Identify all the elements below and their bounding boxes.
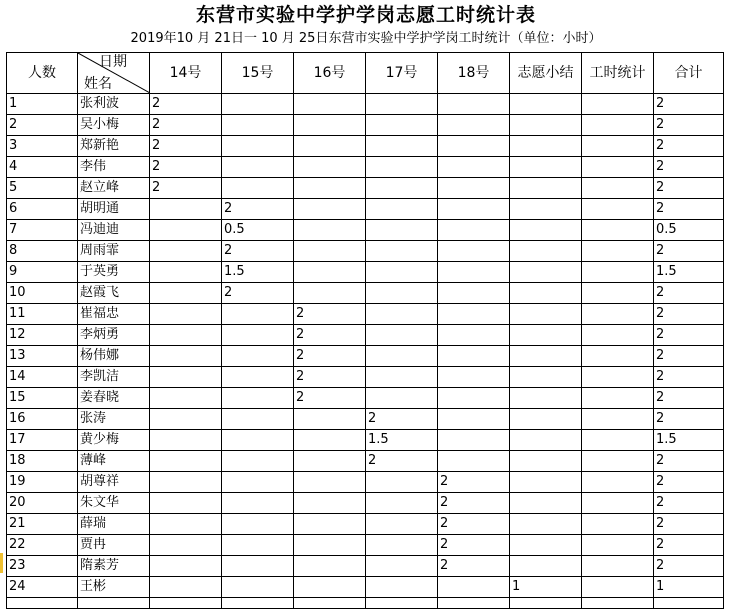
cell-name[interactable]: 赵霞飞 <box>78 283 150 304</box>
cell-d14[interactable] <box>150 388 222 409</box>
header-day-15[interactable]: 15号 <box>222 53 294 94</box>
cell-d17[interactable] <box>366 346 438 367</box>
cell-name[interactable]: 贾冉 <box>78 535 150 556</box>
cell-d18[interactable] <box>438 304 510 325</box>
cell-n[interactable]: 6 <box>7 199 78 220</box>
cell-d15[interactable] <box>222 535 294 556</box>
cell-total[interactable]: 2 <box>654 283 724 304</box>
cell-n[interactable]: 11 <box>7 304 78 325</box>
cell-name[interactable]: 崔福忠 <box>78 304 150 325</box>
cell-name[interactable]: 隋素芳 <box>78 556 150 577</box>
cell-hours[interactable] <box>582 283 654 304</box>
cell-d14[interactable] <box>150 451 222 472</box>
cell-summary[interactable] <box>510 241 582 262</box>
cell-summary[interactable] <box>510 409 582 430</box>
table-row <box>7 115 724 136</box>
cell-d15[interactable] <box>222 346 294 367</box>
cell-d15[interactable] <box>222 178 294 199</box>
cell-d17[interactable] <box>366 556 438 577</box>
cell-d15[interactable]: 1.5 <box>222 262 294 283</box>
cell-name[interactable]: 胡尊祥 <box>78 472 150 493</box>
table-row <box>7 472 724 493</box>
cell-n[interactable]: 14 <box>7 367 78 388</box>
cell-d18[interactable] <box>438 136 510 157</box>
cell-hours[interactable] <box>582 535 654 556</box>
cell-summary[interactable] <box>510 115 582 136</box>
table-row <box>7 535 724 556</box>
table-row <box>7 346 724 367</box>
header-name-label: 姓名 <box>84 76 112 92</box>
table-row <box>7 136 724 157</box>
cell-empty[interactable] <box>294 598 366 609</box>
cell-summary[interactable] <box>510 472 582 493</box>
cell-name[interactable]: 郑新艳 <box>78 136 150 157</box>
cell-total[interactable]: 2 <box>654 367 724 388</box>
table-row <box>7 514 724 535</box>
table-row <box>7 577 724 598</box>
cell-n[interactable]: 19 <box>7 472 78 493</box>
cell-hours[interactable] <box>582 556 654 577</box>
cell-total[interactable]: 1 <box>654 577 724 598</box>
header-day-17[interactable]: 17号 <box>366 53 438 94</box>
cell-name[interactable]: 周雨霏 <box>78 241 150 262</box>
cell-n[interactable]: 10 <box>7 283 78 304</box>
cell-name[interactable]: 胡明通 <box>78 199 150 220</box>
cell-summary[interactable] <box>510 493 582 514</box>
cell-empty[interactable] <box>7 598 78 609</box>
cell-total[interactable]: 1.5 <box>654 262 724 283</box>
cell-d16[interactable]: 2 <box>294 346 366 367</box>
cell-d15[interactable] <box>222 388 294 409</box>
table-row-empty <box>7 598 724 609</box>
cell-n[interactable]: 12 <box>7 325 78 346</box>
cell-d18[interactable]: 2 <box>438 514 510 535</box>
cell-d18[interactable] <box>438 577 510 598</box>
table-row <box>7 304 724 325</box>
cell-n[interactable]: 7 <box>7 220 78 241</box>
cell-d15[interactable] <box>222 409 294 430</box>
cell-total[interactable]: 2 <box>654 199 724 220</box>
cell-empty[interactable] <box>150 598 222 609</box>
header-row <box>7 53 724 94</box>
cell-summary[interactable]: 1 <box>510 577 582 598</box>
cell-hours[interactable] <box>582 136 654 157</box>
cell-d15[interactable] <box>222 514 294 535</box>
cell-d14[interactable] <box>150 241 222 262</box>
cell-d15[interactable]: 2 <box>222 241 294 262</box>
cell-d17[interactable] <box>366 388 438 409</box>
header-day-14[interactable]: 14号 <box>150 53 222 94</box>
cell-total[interactable]: 2 <box>654 304 724 325</box>
cell-name[interactable]: 薄峰 <box>78 451 150 472</box>
cell-summary[interactable] <box>510 136 582 157</box>
cell-d17[interactable] <box>366 283 438 304</box>
cell-d16[interactable] <box>294 220 366 241</box>
cell-name[interactable]: 李伟 <box>78 157 150 178</box>
cell-d18[interactable] <box>438 262 510 283</box>
cell-summary[interactable] <box>510 199 582 220</box>
cell-total[interactable]: 1.5 <box>654 430 724 451</box>
cell-d18[interactable] <box>438 388 510 409</box>
cell-hours[interactable] <box>582 409 654 430</box>
cell-hours[interactable] <box>582 493 654 514</box>
cell-hours[interactable] <box>582 157 654 178</box>
cell-name[interactable]: 于英勇 <box>78 262 150 283</box>
cell-name[interactable]: 朱文华 <box>78 493 150 514</box>
cell-name[interactable]: 冯迪迪 <box>78 220 150 241</box>
cell-summary[interactable] <box>510 283 582 304</box>
cell-d17[interactable] <box>366 157 438 178</box>
cell-d14[interactable]: 2 <box>150 157 222 178</box>
cell-d15[interactable] <box>222 472 294 493</box>
cell-d14[interactable] <box>150 304 222 325</box>
table-body <box>7 94 724 609</box>
cell-d14[interactable] <box>150 346 222 367</box>
cell-d16[interactable] <box>294 283 366 304</box>
table-row <box>7 493 724 514</box>
cell-total[interactable]: 2 <box>654 157 724 178</box>
cell-d18[interactable] <box>438 220 510 241</box>
cell-d18[interactable] <box>438 346 510 367</box>
cell-name[interactable]: 姜春晓 <box>78 388 150 409</box>
cell-d18[interactable] <box>438 115 510 136</box>
cell-n[interactable]: 4 <box>7 157 78 178</box>
cell-total[interactable]: 2 <box>654 535 724 556</box>
header-date-name-diagonal[interactable] <box>78 53 150 94</box>
cell-d15[interactable] <box>222 451 294 472</box>
cell-d17[interactable] <box>366 178 438 199</box>
cell-summary[interactable] <box>510 514 582 535</box>
cell-d16[interactable] <box>294 430 366 451</box>
cell-hours[interactable] <box>582 451 654 472</box>
table-row <box>7 283 724 304</box>
cell-d15[interactable]: 2 <box>222 199 294 220</box>
cell-n[interactable]: 3 <box>7 136 78 157</box>
table-row <box>7 241 724 262</box>
cell-n[interactable]: 16 <box>7 409 78 430</box>
cell-d18[interactable] <box>438 283 510 304</box>
cell-summary[interactable] <box>510 157 582 178</box>
cell-total[interactable]: 2 <box>654 241 724 262</box>
cell-d14[interactable] <box>150 577 222 598</box>
cell-d18[interactable]: 2 <box>438 556 510 577</box>
table-row <box>7 556 724 577</box>
cell-hours[interactable] <box>582 577 654 598</box>
cell-d16[interactable]: 2 <box>294 325 366 346</box>
cell-d17[interactable] <box>366 199 438 220</box>
cell-d16[interactable] <box>294 451 366 472</box>
cell-d16[interactable]: 2 <box>294 367 366 388</box>
cell-hours[interactable] <box>582 430 654 451</box>
cell-d17[interactable] <box>366 535 438 556</box>
cell-d17[interactable] <box>366 472 438 493</box>
table-row <box>7 178 724 199</box>
row-selection-marker <box>0 553 3 573</box>
cell-name[interactable]: 黄少梅 <box>78 430 150 451</box>
cell-n[interactable]: 24 <box>7 577 78 598</box>
cell-d17[interactable] <box>366 325 438 346</box>
cell-summary[interactable] <box>510 304 582 325</box>
header-date-label: 日期 <box>99 54 127 70</box>
cell-d14[interactable] <box>150 493 222 514</box>
cell-d15[interactable] <box>222 325 294 346</box>
cell-name[interactable]: 张利波 <box>78 94 150 115</box>
cell-n[interactable]: 8 <box>7 241 78 262</box>
header-day-18[interactable]: 18号 <box>438 53 510 94</box>
cell-d16[interactable] <box>294 94 366 115</box>
cell-d14[interactable] <box>150 430 222 451</box>
cell-hours[interactable] <box>582 388 654 409</box>
cell-empty[interactable] <box>510 598 582 609</box>
table-row <box>7 451 724 472</box>
cell-summary[interactable] <box>510 94 582 115</box>
cell-d17[interactable]: 2 <box>366 409 438 430</box>
cell-d18[interactable]: 2 <box>438 535 510 556</box>
cell-d14[interactable]: 2 <box>150 94 222 115</box>
cell-n[interactable]: 20 <box>7 493 78 514</box>
cell-d17[interactable] <box>366 493 438 514</box>
cell-summary[interactable] <box>510 178 582 199</box>
cell-d14[interactable] <box>150 283 222 304</box>
table-row <box>7 94 724 115</box>
cell-empty[interactable] <box>438 598 510 609</box>
cell-d15[interactable] <box>222 430 294 451</box>
cell-d14[interactable] <box>150 367 222 388</box>
cell-d14[interactable] <box>150 535 222 556</box>
header-total[interactable]: 合计 <box>654 53 724 94</box>
table-row <box>7 388 724 409</box>
cell-summary[interactable] <box>510 346 582 367</box>
cell-d14[interactable]: 2 <box>150 178 222 199</box>
table-row <box>7 367 724 388</box>
cell-n[interactable]: 13 <box>7 346 78 367</box>
cell-n[interactable]: 22 <box>7 535 78 556</box>
cell-summary[interactable] <box>510 451 582 472</box>
cell-total[interactable]: 0.5 <box>654 220 724 241</box>
cell-hours[interactable] <box>582 325 654 346</box>
cell-d15[interactable] <box>222 115 294 136</box>
cell-n[interactable]: 17 <box>7 430 78 451</box>
cell-d17[interactable]: 1.5 <box>366 430 438 451</box>
table-row <box>7 430 724 451</box>
cell-d16[interactable] <box>294 178 366 199</box>
cell-summary[interactable] <box>510 325 582 346</box>
cell-hours[interactable] <box>582 472 654 493</box>
cell-summary[interactable] <box>510 556 582 577</box>
cell-summary[interactable] <box>510 262 582 283</box>
cell-d17[interactable] <box>366 262 438 283</box>
cell-d16[interactable] <box>294 409 366 430</box>
cell-d17[interactable] <box>366 136 438 157</box>
cell-empty[interactable] <box>78 598 150 609</box>
cell-name[interactable]: 杨伟娜 <box>78 346 150 367</box>
cell-d14[interactable] <box>150 262 222 283</box>
cell-empty[interactable] <box>582 598 654 609</box>
cell-d18[interactable] <box>438 430 510 451</box>
cell-d16[interactable] <box>294 577 366 598</box>
cell-d16[interactable]: 2 <box>294 304 366 325</box>
cell-d16[interactable] <box>294 262 366 283</box>
cell-d14[interactable]: 2 <box>150 136 222 157</box>
header-count[interactable]: 人数 <box>7 53 78 94</box>
cell-summary[interactable] <box>510 367 582 388</box>
hours-table <box>6 52 724 609</box>
cell-d14[interactable] <box>150 556 222 577</box>
cell-d18[interactable] <box>438 157 510 178</box>
cell-d15[interactable] <box>222 94 294 115</box>
cell-d15[interactable] <box>222 304 294 325</box>
cell-d17[interactable] <box>366 241 438 262</box>
cell-hours[interactable] <box>582 346 654 367</box>
cell-total[interactable]: 2 <box>654 409 724 430</box>
cell-d18[interactable] <box>438 94 510 115</box>
cell-n[interactable]: 23 <box>7 556 78 577</box>
header-hours[interactable]: 工时统计 <box>582 53 654 94</box>
cell-name[interactable]: 赵立峰 <box>78 178 150 199</box>
cell-d17[interactable] <box>366 514 438 535</box>
cell-summary[interactable] <box>510 220 582 241</box>
cell-d15[interactable] <box>222 577 294 598</box>
cell-n[interactable]: 5 <box>7 178 78 199</box>
cell-d14[interactable] <box>150 199 222 220</box>
cell-summary[interactable] <box>510 430 582 451</box>
cell-empty[interactable] <box>222 598 294 609</box>
cell-total[interactable]: 2 <box>654 136 724 157</box>
cell-d18[interactable] <box>438 199 510 220</box>
cell-hours[interactable] <box>582 199 654 220</box>
cell-hours[interactable] <box>582 367 654 388</box>
cell-n[interactable]: 21 <box>7 514 78 535</box>
cell-d17[interactable] <box>366 220 438 241</box>
cell-d15[interactable] <box>222 157 294 178</box>
cell-d18[interactable] <box>438 178 510 199</box>
cell-d17[interactable]: 2 <box>366 451 438 472</box>
cell-hours[interactable] <box>582 514 654 535</box>
cell-d18[interactable] <box>438 367 510 388</box>
cell-name[interactable]: 张涛 <box>78 409 150 430</box>
cell-total[interactable]: 2 <box>654 388 724 409</box>
cell-d17[interactable] <box>366 94 438 115</box>
cell-n[interactable]: 18 <box>7 451 78 472</box>
cell-d14[interactable] <box>150 472 222 493</box>
cell-total[interactable]: 2 <box>654 346 724 367</box>
cell-d17[interactable] <box>366 367 438 388</box>
cell-empty[interactable] <box>654 598 724 609</box>
cell-name[interactable]: 王彬 <box>78 577 150 598</box>
cell-hours[interactable] <box>582 241 654 262</box>
cell-total[interactable]: 2 <box>654 115 724 136</box>
cell-d17[interactable] <box>366 115 438 136</box>
cell-d15[interactable] <box>222 136 294 157</box>
cell-hours[interactable] <box>582 94 654 115</box>
cell-n[interactable]: 1 <box>7 94 78 115</box>
cell-d15[interactable] <box>222 556 294 577</box>
cell-total[interactable]: 2 <box>654 325 724 346</box>
cell-d15[interactable]: 2 <box>222 283 294 304</box>
cell-n[interactable]: 15 <box>7 388 78 409</box>
cell-d16[interactable] <box>294 199 366 220</box>
sheet-title: 东营市实验中学护学岗志愿工时统计表 <box>195 4 536 26</box>
cell-d16[interactable] <box>294 556 366 577</box>
cell-d18[interactable]: 2 <box>438 472 510 493</box>
table-row <box>7 409 724 430</box>
cell-hours[interactable] <box>582 178 654 199</box>
cell-name[interactable]: 薛瑞 <box>78 514 150 535</box>
cell-total[interactable]: 2 <box>654 493 724 514</box>
table-row <box>7 157 724 178</box>
cell-d14[interactable] <box>150 325 222 346</box>
cell-d16[interactable] <box>294 241 366 262</box>
cell-n[interactable]: 9 <box>7 262 78 283</box>
cell-d18[interactable] <box>438 325 510 346</box>
cell-total[interactable]: 2 <box>654 451 724 472</box>
cell-summary[interactable] <box>510 388 582 409</box>
cell-total[interactable]: 2 <box>654 556 724 577</box>
cell-d16[interactable] <box>294 115 366 136</box>
table-row <box>7 199 724 220</box>
table-row <box>7 262 724 283</box>
cell-total[interactable]: 2 <box>654 94 724 115</box>
cell-d16[interactable] <box>294 157 366 178</box>
cell-hours[interactable] <box>582 220 654 241</box>
table-row <box>7 220 724 241</box>
cell-summary[interactable] <box>510 535 582 556</box>
cell-d15[interactable] <box>222 367 294 388</box>
cell-d16[interactable]: 2 <box>294 388 366 409</box>
cell-d16[interactable] <box>294 472 366 493</box>
cell-name[interactable]: 李炳勇 <box>78 325 150 346</box>
cell-d15[interactable] <box>222 493 294 514</box>
sheet-subtitle: 2019年10 月 21日一 10 月 25日东营市实验中学护学岗工时统计（单位：小时） <box>130 31 602 46</box>
cell-hours[interactable] <box>582 115 654 136</box>
cell-d18[interactable] <box>438 409 510 430</box>
cell-total[interactable]: 2 <box>654 472 724 493</box>
cell-d14[interactable] <box>150 409 222 430</box>
cell-d16[interactable] <box>294 136 366 157</box>
cell-d17[interactable] <box>366 304 438 325</box>
cell-d14[interactable]: 2 <box>150 115 222 136</box>
cell-d17[interactable] <box>366 577 438 598</box>
cell-empty[interactable] <box>366 598 438 609</box>
cell-d14[interactable] <box>150 514 222 535</box>
cell-d16[interactable] <box>294 514 366 535</box>
cell-n[interactable]: 2 <box>7 115 78 136</box>
cell-d15[interactable]: 0.5 <box>222 220 294 241</box>
cell-name[interactable]: 李凯洁 <box>78 367 150 388</box>
cell-d18[interactable] <box>438 451 510 472</box>
cell-d18[interactable] <box>438 241 510 262</box>
cell-d14[interactable] <box>150 220 222 241</box>
cell-hours[interactable] <box>582 262 654 283</box>
cell-d16[interactable] <box>294 535 366 556</box>
header-day-16[interactable]: 16号 <box>294 53 366 94</box>
header-summary[interactable]: 志愿小结 <box>510 53 582 94</box>
cell-total[interactable]: 2 <box>654 178 724 199</box>
cell-total[interactable]: 2 <box>654 514 724 535</box>
cell-d16[interactable] <box>294 493 366 514</box>
cell-d18[interactable]: 2 <box>438 493 510 514</box>
table-row <box>7 325 724 346</box>
cell-hours[interactable] <box>582 304 654 325</box>
cell-name[interactable]: 吴小梅 <box>78 115 150 136</box>
